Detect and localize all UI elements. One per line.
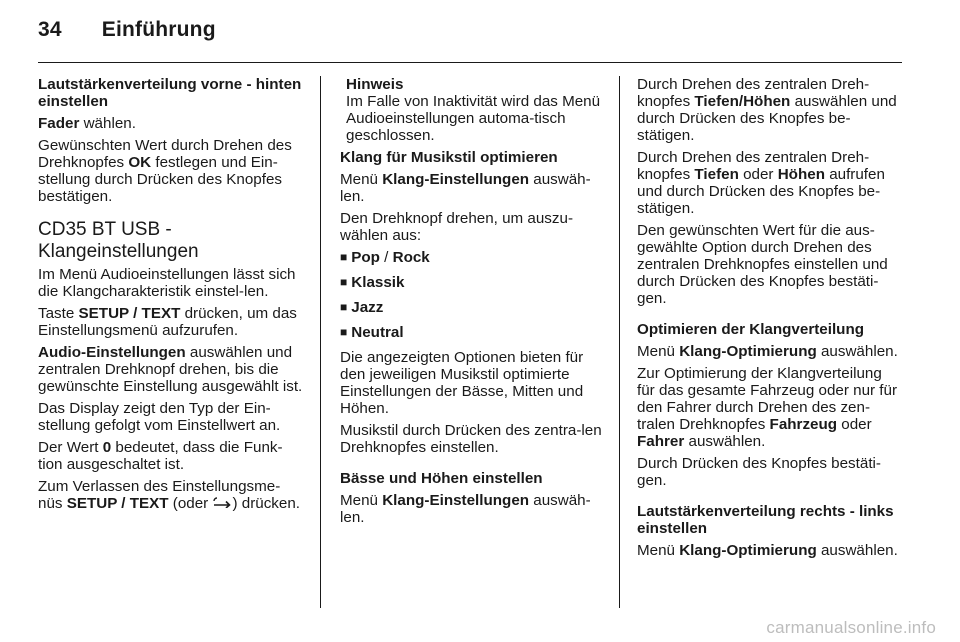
section-heading: CD35 BT USB - Klangeinstellungen: [38, 219, 199, 262]
text-span: bedeutet, dass die Funk-tion ausgeschaltet ist.: [38, 439, 283, 473]
text-span: auswählen.: [816, 343, 898, 360]
subheading-balance: Lautstärkenverteilung rechts - links einstellen: [637, 503, 894, 537]
paragraph-exit: [38, 478, 304, 512]
paragraph-menu: [340, 171, 602, 205]
column-2: [340, 76, 602, 531]
square-bullet-icon: ■: [340, 250, 348, 264]
text-span: Zum Verlassen des Einstellungsme-nüs: [38, 478, 281, 512]
paragraph-options-description: Die angezeigten Optionen bieten für den jeweiligen Musikstil optimierte Einstellungen der Bässe, Mitten und Höhen.: [340, 349, 584, 417]
note-label: Hinweis: [346, 76, 404, 93]
paragraph-audio-settings: [38, 344, 304, 395]
text-span: auswäh-len.: [340, 492, 591, 526]
text-span: /: [379, 249, 393, 266]
option-neutral: Neutral: [351, 324, 404, 341]
text-span: oder: [837, 416, 872, 433]
option-rock: Rock: [392, 249, 430, 266]
paragraph-menu-optimierung: [637, 343, 902, 360]
text-span: Menü: [340, 492, 383, 509]
paragraph-fader: [38, 115, 304, 132]
text-span: Menü: [637, 542, 680, 559]
text-span: (oder: [168, 495, 213, 512]
square-bullet-icon: ■: [340, 275, 348, 289]
text-span: Gewünschten Wert durch Drehen des Drehknopfes: [38, 137, 292, 171]
text-span: Menü: [340, 171, 383, 188]
option-pop: Pop: [351, 249, 380, 266]
subheading-music-style: Klang für Musikstil optimieren: [340, 149, 558, 166]
list-item: [340, 274, 602, 291]
text-span: oder: [738, 166, 778, 183]
text-span: Taste: [38, 305, 79, 322]
paragraph-display: Das Display zeigt den Typ der Ein-stellung gefolgt vom Einstellwert an.: [38, 400, 281, 434]
paragraph-select-from: Den Drehknopf drehen, um auszu-wählen aus:: [340, 210, 574, 244]
term-klang-einstellungen: Klang-Einstellungen: [382, 171, 530, 188]
list-item: [340, 324, 602, 341]
paragraph-set-value: Den gewünschten Wert für die aus-gewählte Option durch Drehen des zentralen Drehknopfes einstellen und durch Drücken des Knopfes bestäti-gen.: [637, 222, 888, 307]
term-fader: Fader: [38, 115, 80, 132]
term-zero: 0: [102, 439, 112, 456]
back-arrow-icon: [212, 497, 232, 508]
list-item: [340, 249, 602, 266]
page-title: Einführung: [101, 18, 216, 41]
note-box: [340, 76, 602, 144]
term-fahrer: Fahrer: [637, 433, 685, 450]
page-number: 34: [38, 18, 62, 41]
paragraph-fader-value: [38, 137, 304, 205]
paragraph-menu-2: [340, 492, 602, 526]
term-setup-text: SETUP / TEXT: [78, 305, 181, 322]
text-span: drücken, um das Einstellungsmenü aufzurufen.: [38, 305, 297, 339]
term-fahrzeug: Fahrzeug: [769, 416, 838, 433]
page-header: [38, 18, 216, 48]
paragraph-confirm: Durch Drücken des Knopfes bestäti-gen.: [637, 455, 881, 489]
text-span: auswählen.: [816, 542, 898, 559]
term-tiefen-hoehen: Tiefen/Höhen: [694, 93, 791, 110]
text-span: auswählen und durch Drücken des Knopfes be-stätigen.: [637, 93, 897, 144]
paragraph-intro: Im Menü Audioeinstellungen lässt sich die Klangcharakteristik einstel-len.: [38, 266, 296, 300]
paragraph-setup: [38, 305, 304, 339]
column-3: [637, 76, 902, 564]
text-span: auswäh-len.: [340, 171, 591, 205]
text-span: Durch Drehen des zentralen Dreh-knopfes: [637, 76, 870, 110]
paragraph-menu-optimierung-2: [637, 542, 902, 559]
paragraph-fahrzeug-fahrer: [637, 365, 902, 450]
text-span: Zur Optimierung der Klangverteilung für das gesamte Fahrzeug oder nur für den Fahrer durch Drehen des zen-tralen Drehknopfes: [637, 365, 898, 433]
subheading-bass-treble: Bässe und Höhen einstellen: [340, 470, 543, 487]
column-divider-2: [619, 76, 620, 608]
list-item: [340, 299, 602, 316]
paragraph-set-style: Musikstil durch Drücken des zentra-len Drehknopfes einstellen.: [340, 422, 602, 456]
term-setup-text: SETUP / TEXT: [66, 495, 169, 512]
term-tiefen: Tiefen: [694, 166, 739, 183]
term-hoehen: Höhen: [777, 166, 825, 183]
term-ok: OK: [128, 154, 152, 171]
paragraph-tiefen-or-hoehen: [637, 149, 902, 217]
option-jazz: Jazz: [351, 299, 384, 316]
paragraph-zero-value: [38, 439, 304, 473]
note-text: Im Falle von Inaktivität wird das Menü Audioeinstellungen automa-tisch geschlossen.: [346, 93, 601, 144]
watermark: carmanualsonline.info: [766, 618, 936, 637]
column-divider-1: [320, 76, 321, 608]
term-klang-einstellungen: Klang-Einstellungen: [382, 492, 530, 509]
paragraph-tiefen-hoehen: [637, 76, 902, 144]
text-span: festlegen und Ein-stellung durch Drücken des Knopfes bestätigen.: [38, 154, 282, 205]
text-span: Durch Drehen des zentralen Dreh-knopfes: [637, 149, 870, 183]
option-klassik: Klassik: [351, 274, 405, 291]
text-span: auswählen und zentralen Drehknopf drehen, bis die gewünschte Einstellung ausgewählt ist.: [38, 344, 303, 395]
subheading-fader: Lautstärkenverteilung vorne - hinten einstellen: [38, 76, 302, 110]
subheading-sound-distribution: Optimieren der Klangverteilung: [637, 321, 865, 338]
text-span: wählen.: [79, 115, 136, 132]
text-span: Der Wert: [38, 439, 103, 456]
text-span: ) drücken.: [232, 495, 300, 512]
term-klang-optimierung: Klang-Optimierung: [679, 542, 817, 559]
term-klang-optimierung: Klang-Optimierung: [679, 343, 817, 360]
square-bullet-icon: ■: [340, 300, 348, 314]
square-bullet-icon: ■: [340, 325, 348, 339]
header-rule: [38, 62, 902, 63]
options-list: [340, 249, 602, 341]
text-span: aufrufen und durch Drücken des Knopfes be-stätigen.: [637, 166, 885, 217]
text-span: Menü: [637, 343, 680, 360]
text-span: auswählen.: [684, 433, 766, 450]
term-audio-einstellungen: Audio-Einstellungen: [38, 344, 186, 361]
column-1: [38, 76, 304, 517]
